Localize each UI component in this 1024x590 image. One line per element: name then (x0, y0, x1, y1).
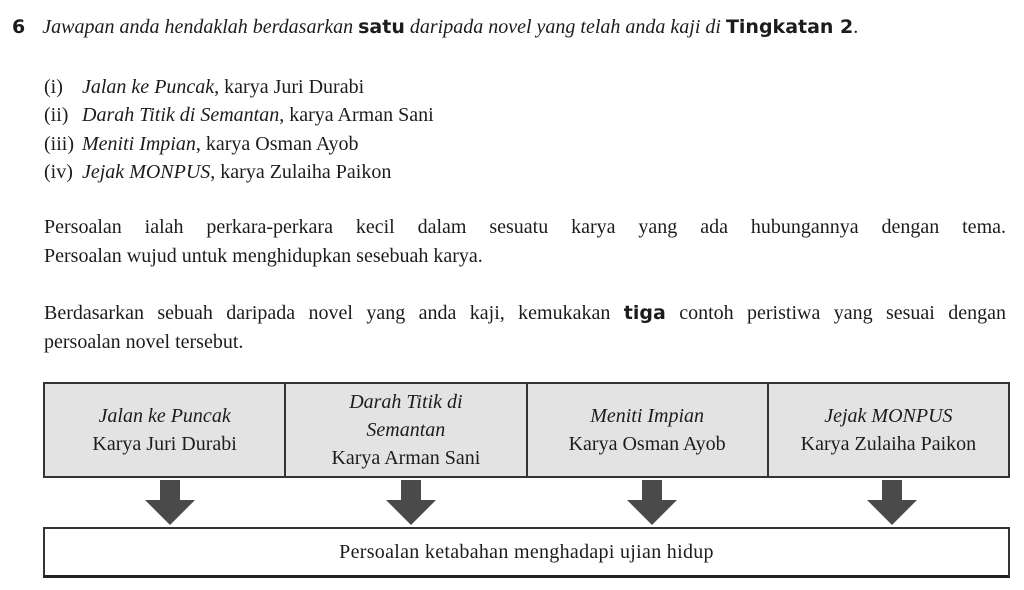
down-arrow-icon (145, 480, 195, 526)
novel-title: Jalan ke Puncak (82, 76, 215, 98)
novel-box-jejak-monpus (767, 382, 1010, 478)
novel-numeral: (ii) (44, 104, 69, 127)
box-author: Karya Zulaiha Paikon (800, 433, 977, 455)
novel-box-darah-titik (284, 382, 527, 478)
box-author: Karya Osman Ayob (568, 433, 726, 455)
novel-list (44, 73, 434, 186)
novel-numeral: (iii) (44, 132, 74, 155)
novel-title: Darah Titik di Semantan (82, 104, 280, 127)
novel-list-item (44, 73, 434, 101)
question-number: 6 (12, 16, 26, 38)
task-text-start: Berdasarkan sebuah daripada novel yang anda kaji, kemukakan (44, 302, 611, 324)
definition-paragraph (44, 213, 1006, 270)
novel-boxes (43, 382, 1010, 478)
box-author: Karya Juri Durabi (92, 433, 237, 455)
novel-box-meniti-impian (526, 382, 769, 478)
novel-title: Jejak MONPUS (82, 160, 211, 183)
novel-numeral: (iv) (44, 160, 73, 183)
box-title: Jejak MONPUS (824, 405, 953, 427)
instruction-bold-satu: satu (358, 16, 405, 38)
instruction-end: . (853, 16, 859, 38)
instruction-bold-tingkatan: Tingkatan 2 (725, 16, 854, 38)
novel-author: , karya Zulaiha Paikon (210, 160, 392, 183)
novel-list-item (44, 158, 434, 186)
novel-numeral: (i) (44, 76, 63, 98)
novel-box-jalan-ke-puncak (43, 382, 286, 478)
novel-list-item (44, 130, 434, 158)
task-bold-tiga: tiga (623, 302, 666, 324)
definition-line-1: Persoalan ialah perkara-perkara kecil dalam sesuatu karya yang ada hubungannya dengan tema. (44, 216, 1006, 238)
question-instruction (12, 16, 858, 39)
novel-author: , karya Juri Durabi (214, 76, 365, 98)
task-text-end: contoh peristiwa yang sesuai dengan (679, 302, 1007, 324)
task-line-1 (44, 299, 1006, 328)
definition-line-2: Persoalan wujud untuk menghidupkan sesebuah karya. (44, 244, 483, 267)
box-title-line-1: Darah Titik di (349, 391, 463, 413)
box-title-line-2: Semantan (366, 419, 446, 441)
answer-theme-text: Persoalan ketabahan menghadapi ujian hidup (339, 540, 714, 563)
novel-author: , karya Osman Ayob (195, 132, 359, 155)
task-line-2: persoalan novel tersebut. (44, 330, 244, 353)
down-arrow-icon (627, 480, 677, 526)
answer-theme-box (43, 527, 1010, 578)
box-title: Jalan ke Puncak (98, 405, 231, 427)
novel-title: Meniti Impian (82, 132, 196, 155)
instruction-text-2: daripada novel yang telah anda kaji di (409, 16, 721, 38)
novel-list-item (44, 101, 434, 129)
box-title: Meniti Impian (590, 405, 705, 427)
down-arrow-icon (867, 480, 917, 526)
box-author: Karya Arman Sani (331, 447, 481, 469)
task-paragraph (44, 299, 1006, 356)
down-arrow-icon (386, 480, 436, 526)
novel-author: , karya Arman Sani (279, 104, 434, 127)
instruction-text-1: Jawapan anda hendaklah berdasarkan (42, 16, 354, 38)
